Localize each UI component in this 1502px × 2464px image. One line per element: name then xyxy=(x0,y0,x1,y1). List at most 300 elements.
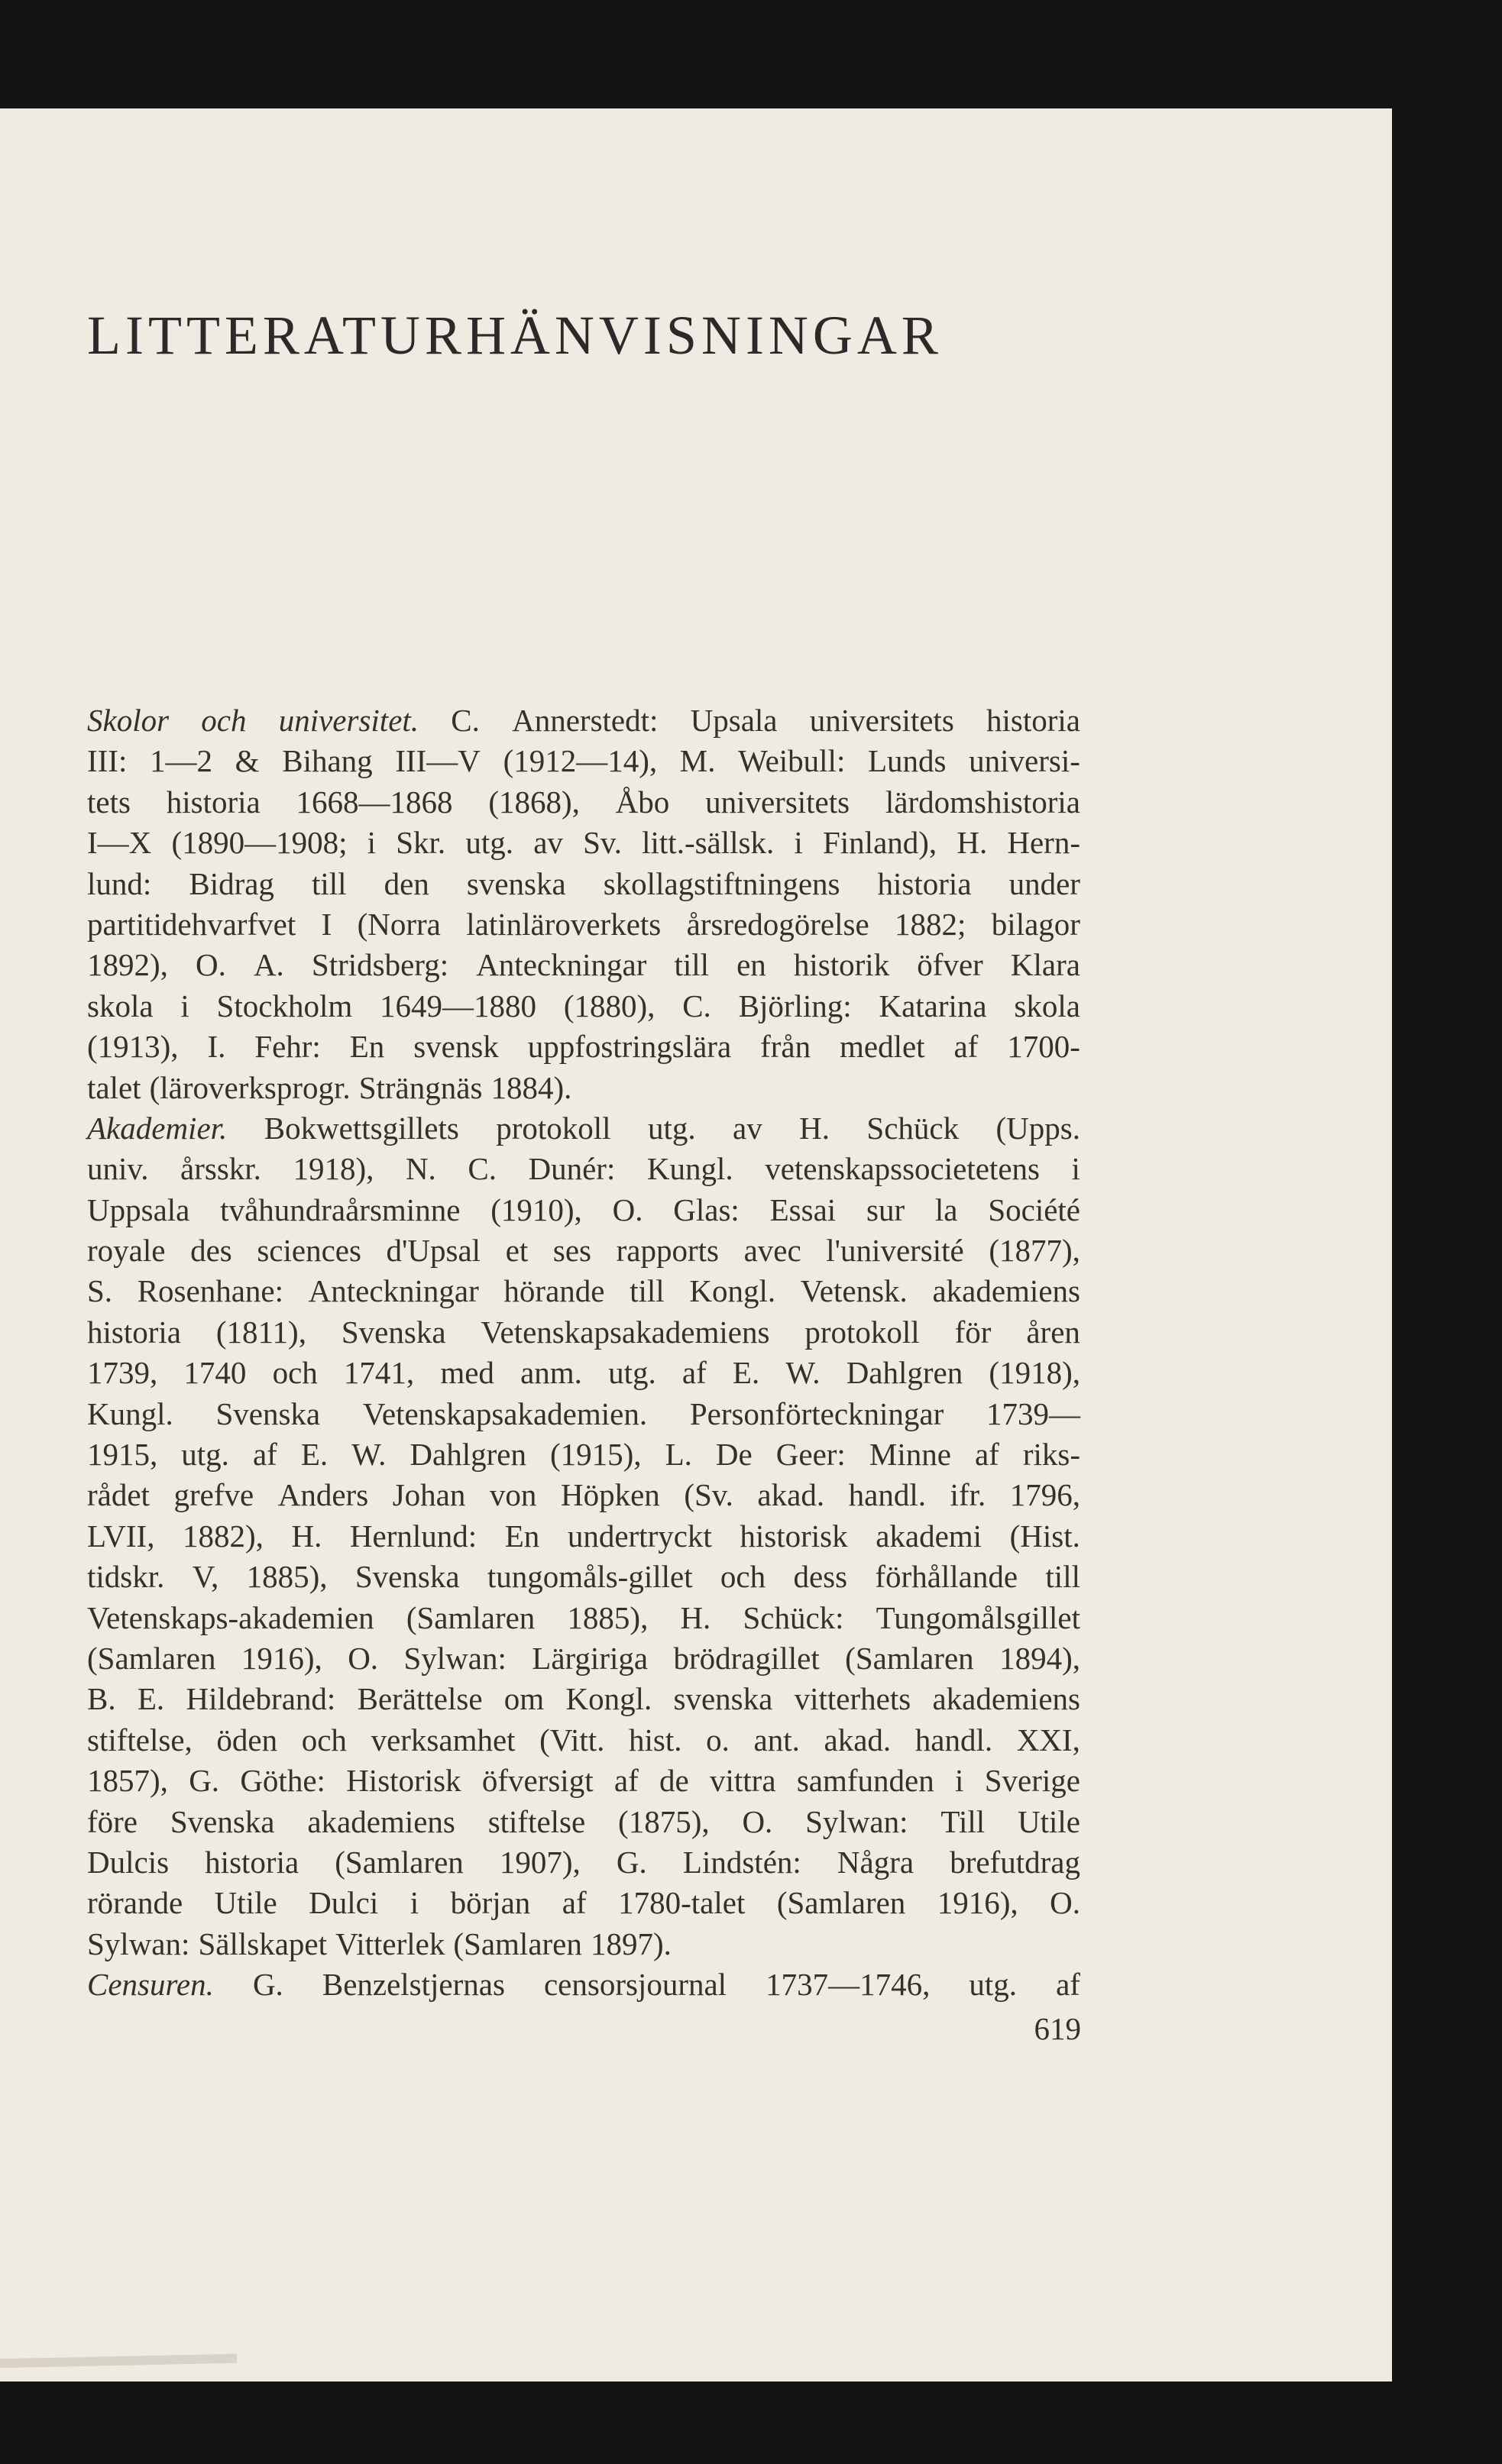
word: sur xyxy=(866,1192,905,1227)
word: uppfostringslära xyxy=(527,1029,732,1065)
word: O. xyxy=(196,947,226,983)
word: 1739— xyxy=(986,1395,1080,1431)
word: samfunden xyxy=(796,1763,934,1799)
word: åren xyxy=(1026,1314,1080,1350)
page-number: 619 xyxy=(1034,2011,1081,2046)
word: 1916), xyxy=(241,1640,322,1676)
word: 1741, xyxy=(343,1355,415,1391)
word: till xyxy=(630,1273,665,1309)
word: W. xyxy=(785,1355,821,1391)
word: LVII, xyxy=(87,1518,155,1554)
word: Sv. xyxy=(583,825,622,861)
word: G. xyxy=(616,1844,647,1880)
word: grefve xyxy=(173,1477,254,1513)
word: 1780-talet xyxy=(618,1885,746,1921)
word: öfver xyxy=(917,947,983,983)
word: Bokwettsgillets xyxy=(264,1110,459,1146)
word: historia xyxy=(986,703,1080,738)
word: 1739, xyxy=(87,1355,158,1391)
word: (Samlaren xyxy=(406,1599,536,1635)
word: hörande xyxy=(503,1273,605,1309)
word: 1916), xyxy=(937,1885,1018,1921)
word: O. xyxy=(612,1192,643,1227)
word: Vetenskaps-akademien xyxy=(87,1599,374,1635)
word: riks- xyxy=(1022,1437,1080,1473)
word: von xyxy=(489,1477,537,1513)
word: tvåhundraårsminne xyxy=(220,1192,461,1227)
word: Anteckningar xyxy=(308,1273,479,1309)
word: hist. xyxy=(629,1722,682,1757)
word: i xyxy=(367,825,377,861)
word: Annerstedt: xyxy=(512,703,659,738)
word: i xyxy=(1071,1151,1080,1187)
word: utg. xyxy=(181,1437,229,1473)
word: Geer: xyxy=(775,1437,846,1473)
word: 1700- xyxy=(1007,1029,1080,1065)
word: vittra xyxy=(710,1763,776,1799)
word: Kongl. xyxy=(565,1681,652,1717)
word: anm. xyxy=(520,1355,582,1391)
word: E. xyxy=(137,1681,165,1717)
word: Utile xyxy=(214,1885,277,1921)
word: (1910), xyxy=(490,1192,582,1227)
word: Svenska xyxy=(170,1803,275,1839)
word: latinläroverkets xyxy=(466,906,662,942)
word: protokoll xyxy=(804,1314,920,1350)
word: årsskr. xyxy=(180,1151,261,1187)
text-line xyxy=(87,1027,1080,1067)
text-line xyxy=(87,1802,1080,1842)
word: E. xyxy=(300,1437,329,1473)
word: Skr. xyxy=(396,825,446,861)
text-line xyxy=(87,1475,1080,1515)
word: H. xyxy=(957,825,988,861)
word: (1880), xyxy=(563,988,656,1023)
word: A. xyxy=(253,947,284,983)
word: Hildebrand: xyxy=(186,1681,336,1717)
word: Klara xyxy=(1010,947,1080,983)
word: Katarina xyxy=(879,988,987,1023)
word: Skolor xyxy=(87,703,170,738)
word: Björling: xyxy=(738,988,852,1023)
word: o. xyxy=(706,1722,730,1757)
word: En xyxy=(349,1029,385,1065)
word: akad. xyxy=(757,1477,825,1513)
word: C. xyxy=(451,703,480,738)
word: vetenskapssocietetens xyxy=(765,1151,1040,1187)
word: början xyxy=(450,1885,531,1921)
word: af xyxy=(252,1437,277,1473)
word: Hern- xyxy=(1007,825,1080,861)
word: 1885), xyxy=(246,1559,328,1595)
word: skollagstiftningens xyxy=(603,865,840,901)
word: Censuren. xyxy=(87,1967,214,2003)
word: S. xyxy=(87,1273,113,1309)
word: 1882; xyxy=(895,906,966,942)
word: af xyxy=(613,1763,639,1799)
word: ant. xyxy=(753,1722,800,1757)
text-line xyxy=(87,1312,1080,1353)
word: Svenska xyxy=(215,1395,321,1431)
word: 1649—1880 xyxy=(380,988,537,1023)
word: 1—2 xyxy=(150,743,213,779)
word: till xyxy=(311,865,347,901)
word: och xyxy=(272,1355,318,1391)
word: De xyxy=(715,1437,753,1473)
word: undertryckt xyxy=(567,1518,712,1554)
word: akademiens xyxy=(932,1273,1080,1309)
word: rapports xyxy=(616,1233,719,1269)
text-line xyxy=(87,1434,1080,1475)
word: verksamhet xyxy=(371,1722,516,1757)
word: universitets xyxy=(705,784,850,820)
word: Schück xyxy=(866,1110,960,1146)
word: utg. xyxy=(608,1355,656,1391)
word: censorsjournal xyxy=(543,1967,727,2003)
word: ifr. xyxy=(950,1477,986,1513)
word: medlet xyxy=(839,1029,925,1065)
word: (Vitt. xyxy=(539,1722,605,1757)
word: Bihang xyxy=(282,743,373,779)
text-line xyxy=(87,1557,1080,1597)
word: Benzelstjernas xyxy=(322,1967,505,2003)
word: dess xyxy=(793,1559,848,1595)
word: 1740 xyxy=(183,1355,247,1391)
word: talet xyxy=(87,1069,141,1105)
word: akademiens xyxy=(307,1803,455,1839)
word: 1884). xyxy=(490,1069,572,1105)
word: Upsala xyxy=(690,703,778,738)
word: af xyxy=(1056,1967,1080,2003)
word: G. xyxy=(189,1763,220,1799)
word: lärdomshistoria xyxy=(885,784,1080,820)
word: Schück: xyxy=(743,1599,844,1635)
word: (Samlaren xyxy=(335,1844,464,1880)
word: Minne xyxy=(869,1437,951,1473)
word: i xyxy=(409,1885,419,1921)
word: avec xyxy=(743,1233,801,1269)
word: III—V xyxy=(395,743,481,779)
word: förhållande xyxy=(875,1559,1018,1595)
word: Lunds xyxy=(868,743,947,779)
word: III: xyxy=(87,743,128,779)
word: Fehr: xyxy=(254,1029,321,1065)
word: Sylwan: xyxy=(87,1926,190,1961)
word: Sylwan: xyxy=(403,1640,507,1676)
word: l'université xyxy=(826,1233,964,1269)
word: tungomåls-gillet xyxy=(487,1559,693,1595)
word: (1890—1908; xyxy=(171,825,348,861)
word: en xyxy=(736,947,766,983)
word: Weibull: xyxy=(738,743,846,779)
text-line xyxy=(87,782,1080,823)
word: (1913), xyxy=(87,1029,179,1065)
word: Bidrag xyxy=(189,865,274,901)
text-line xyxy=(87,1108,1080,1149)
word: svenska xyxy=(466,865,566,901)
word: Dulci xyxy=(309,1885,379,1921)
word: Vetensk. xyxy=(800,1273,908,1309)
word: Göthe: xyxy=(240,1763,325,1799)
word: (1877), xyxy=(989,1233,1080,1269)
word: Kongl. xyxy=(689,1273,776,1309)
word: C. xyxy=(468,1151,497,1187)
word: royale xyxy=(87,1233,166,1269)
bibliography-text xyxy=(87,700,1080,2006)
word: Till xyxy=(940,1803,986,1839)
word: Svenska xyxy=(341,1314,446,1350)
word: av xyxy=(733,1110,762,1146)
word: Svenska xyxy=(354,1559,460,1595)
text-line xyxy=(87,1679,1080,1719)
word: Dahlgren xyxy=(846,1355,963,1391)
word: Kungl. xyxy=(87,1395,173,1431)
text-line xyxy=(87,1271,1080,1311)
word: under xyxy=(1008,865,1080,901)
word: handl. xyxy=(914,1722,993,1757)
word: historia xyxy=(87,1314,181,1350)
word: brefutdrag xyxy=(950,1844,1080,1880)
word: Berättelse xyxy=(357,1681,483,1717)
word: af xyxy=(681,1355,707,1391)
word: O. xyxy=(742,1803,773,1839)
word: af xyxy=(953,1029,979,1065)
word: & xyxy=(235,743,260,779)
word: (Samlaren xyxy=(776,1885,906,1921)
word: akad. xyxy=(824,1722,892,1757)
word: univ. xyxy=(87,1151,149,1187)
word: lund: xyxy=(87,865,152,901)
text-line xyxy=(87,1964,1080,2005)
word: Uppsala xyxy=(87,1192,190,1227)
word: Lindstén: xyxy=(682,1844,801,1880)
word: Några xyxy=(837,1844,914,1880)
word: från xyxy=(760,1029,811,1065)
text-line xyxy=(87,1924,1080,1964)
word: E. xyxy=(732,1355,760,1391)
word: vitterhets xyxy=(794,1681,911,1717)
word: 1892), xyxy=(87,947,168,983)
word: W. xyxy=(351,1437,387,1473)
word: (läroverksprogr. xyxy=(149,1069,351,1105)
word: Anteckningar xyxy=(476,947,647,983)
text-line xyxy=(87,1394,1080,1434)
word: och xyxy=(720,1559,766,1595)
word: Société xyxy=(988,1192,1080,1227)
word: 1668—1868 xyxy=(296,784,453,820)
word: Finland), xyxy=(822,825,937,861)
word: 1796, xyxy=(1009,1477,1080,1513)
word: Dunér: xyxy=(528,1151,616,1187)
word: rådet xyxy=(87,1477,150,1513)
word: d'Upsal xyxy=(386,1233,481,1269)
word: utg. xyxy=(969,1967,1018,2003)
word: Glas: xyxy=(673,1192,740,1227)
word: la xyxy=(934,1192,958,1227)
word: (1811), xyxy=(215,1314,306,1350)
word: Rosenhane: xyxy=(137,1273,283,1309)
word: Akademier. xyxy=(87,1110,228,1146)
word: Historisk xyxy=(346,1763,461,1799)
word: af xyxy=(974,1437,999,1473)
text-line xyxy=(87,945,1080,985)
word: V, xyxy=(192,1559,219,1595)
word: till xyxy=(1045,1559,1080,1595)
word: tidskr. xyxy=(87,1559,165,1595)
word: tets xyxy=(87,784,131,820)
text-line xyxy=(87,1190,1080,1230)
word: svensk xyxy=(413,1029,499,1065)
word: till xyxy=(674,947,710,983)
word: öden xyxy=(216,1722,278,1757)
word: O. xyxy=(348,1640,379,1676)
word: Essai xyxy=(769,1192,837,1227)
word: des xyxy=(190,1233,232,1269)
word: universitet. xyxy=(278,703,419,738)
word: (Norra xyxy=(357,906,441,942)
word: litt.-sällsk. xyxy=(642,825,775,861)
text-line xyxy=(87,741,1080,781)
word: och xyxy=(301,1722,347,1757)
word: (Samlaren xyxy=(87,1640,216,1676)
word: sciences xyxy=(257,1233,361,1269)
word: O. xyxy=(1050,1885,1080,1921)
word: historia xyxy=(877,865,972,901)
word: stiftelse xyxy=(487,1803,586,1839)
word: svenska xyxy=(673,1681,773,1717)
word: G. xyxy=(252,1967,283,2003)
word: 1737—1746, xyxy=(766,1967,931,2003)
word: (1875), xyxy=(618,1803,710,1839)
word: En xyxy=(504,1518,540,1554)
word: handl. xyxy=(848,1477,926,1513)
text-line xyxy=(87,1638,1080,1679)
word: Sverige xyxy=(984,1763,1080,1799)
word: H. xyxy=(799,1110,830,1146)
word: akademiens xyxy=(932,1681,1080,1717)
word: 1894), xyxy=(999,1640,1080,1676)
word: Höpken xyxy=(560,1477,660,1513)
word: om xyxy=(503,1681,545,1717)
text-line xyxy=(87,700,1080,741)
word: för xyxy=(954,1314,992,1350)
word: den xyxy=(384,865,429,901)
word: av xyxy=(533,825,563,861)
word: historisk xyxy=(740,1518,848,1554)
word: de xyxy=(659,1763,689,1799)
word: i xyxy=(794,825,803,861)
word: M. xyxy=(679,743,716,779)
word: (Upps. xyxy=(995,1110,1080,1146)
word: 1882), xyxy=(183,1518,264,1554)
word: Vetenskapsakademiens xyxy=(481,1314,770,1350)
text-line xyxy=(87,1842,1080,1883)
word: historik xyxy=(793,947,890,983)
word: L. xyxy=(665,1437,692,1473)
word: ses xyxy=(552,1233,591,1269)
word: partitidehvarfvet xyxy=(87,906,296,942)
word: Åbo xyxy=(615,784,670,820)
word: i xyxy=(955,1763,964,1799)
word: 1885), xyxy=(567,1599,649,1635)
word: H. xyxy=(291,1518,322,1554)
word: et xyxy=(505,1233,529,1269)
word: Vitterlek xyxy=(335,1926,445,1961)
word: I—X xyxy=(87,825,152,861)
word: årsredogörelse xyxy=(686,906,869,942)
word: Vetenskapsakademien. xyxy=(362,1395,648,1431)
word: 1897). xyxy=(590,1926,672,1961)
text-line xyxy=(87,823,1080,863)
word: rörande xyxy=(87,1885,183,1921)
word: (Hist. xyxy=(1009,1518,1080,1554)
word: af xyxy=(562,1885,587,1921)
text-line xyxy=(87,1068,1080,1108)
word: skola xyxy=(1014,988,1080,1023)
word: H. xyxy=(680,1599,711,1635)
word: Sällskapet xyxy=(198,1926,327,1961)
word: (Samlaren xyxy=(845,1640,974,1676)
word: Kungl. xyxy=(646,1151,733,1187)
word: bilagor xyxy=(991,906,1080,942)
word: brödragillet xyxy=(673,1640,820,1676)
text-line xyxy=(87,1761,1080,1801)
word: XXI, xyxy=(1016,1722,1080,1757)
word: universi- xyxy=(969,743,1080,779)
text-line xyxy=(87,1598,1080,1638)
word: 1918), xyxy=(293,1151,374,1187)
word: (Sv. xyxy=(684,1477,733,1513)
text-line xyxy=(87,1516,1080,1557)
text-line xyxy=(87,986,1080,1027)
word: Sylwan: xyxy=(805,1803,908,1839)
word: Dahlgren xyxy=(409,1437,526,1473)
text-line xyxy=(87,1353,1080,1393)
word: före xyxy=(87,1803,138,1839)
word: I xyxy=(321,906,332,942)
word: Stridsberg: xyxy=(311,947,449,983)
word: 1907), xyxy=(499,1844,581,1880)
word: utg. xyxy=(465,825,514,861)
word: 1857), xyxy=(87,1763,168,1799)
word: (1868), xyxy=(488,784,580,820)
word: I. xyxy=(207,1029,226,1065)
page-heading: LITTERATURHÄNVISNINGAR xyxy=(87,305,943,366)
word: N. xyxy=(405,1151,436,1187)
word: skola xyxy=(87,988,154,1023)
word: Utile xyxy=(1017,1803,1080,1839)
word: utg. xyxy=(647,1110,696,1146)
word: och xyxy=(201,703,247,738)
word: öfversigt xyxy=(481,1763,594,1799)
word: Lärgiriga xyxy=(532,1640,649,1676)
word: (Samlaren xyxy=(453,1926,582,1961)
text-line xyxy=(87,1149,1080,1189)
word: Dulcis xyxy=(87,1844,170,1880)
text-line xyxy=(87,904,1080,945)
word: (1912—14), xyxy=(503,743,658,779)
word: med xyxy=(440,1355,494,1391)
word: i xyxy=(180,988,189,1023)
word: 1915, xyxy=(87,1437,158,1473)
word: Personförteckningar xyxy=(689,1395,944,1431)
word: historia xyxy=(205,1844,299,1880)
word: Strängnäs xyxy=(358,1069,483,1105)
word: (1918), xyxy=(989,1355,1080,1391)
text-line xyxy=(87,1720,1080,1761)
word: protokoll xyxy=(496,1110,611,1146)
word: Stockholm xyxy=(216,988,353,1023)
